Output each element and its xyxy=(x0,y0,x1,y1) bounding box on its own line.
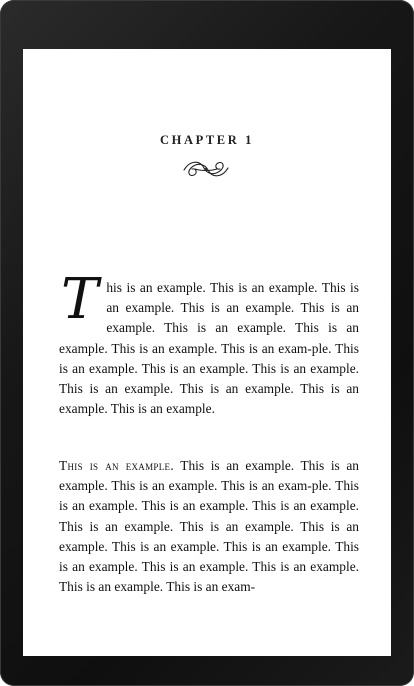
paragraph-1 xyxy=(59,267,359,419)
drop-cap: T xyxy=(61,267,99,332)
flourish-ornament-icon xyxy=(181,158,231,180)
reader-page[interactable] xyxy=(23,49,391,656)
paragraph-2-lead: This is an example. xyxy=(59,458,174,473)
paragraph-2 xyxy=(59,456,359,597)
chapter-title: CHAPTER 1 xyxy=(160,133,254,147)
paragraph-1-text: his is an example. This is an example. This is an example. This is an example. This is an example. This is an example. This is an example. This is an example. This is an exam-ple. This is an example. This is an example. This is an example. This is an example. This is an example. This is an example. This is an example. xyxy=(59,280,359,417)
paragraph-2-text: This is an example. This is an example. This is an example. This is an exam-ple. This is an example. This is an example. This is an example. This is an example. This is an example. This is an example. This is an example. This is an example. This is an example. This is an example. This is an example. This is an example. This is an exam- xyxy=(59,458,359,595)
